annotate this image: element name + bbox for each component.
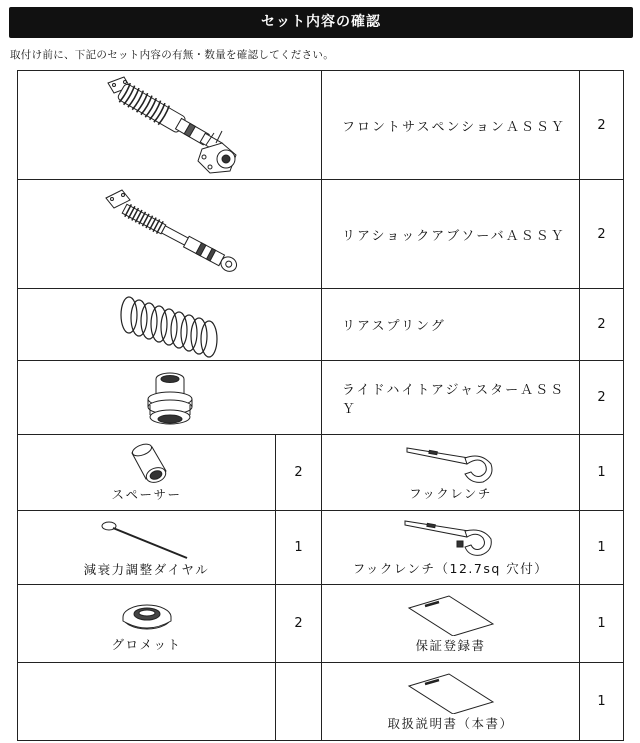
instruction-manual-icon: [403, 672, 499, 714]
item-name: 保証登録書: [415, 637, 486, 653]
spacer-icon: [122, 443, 172, 485]
intro-text: 取付け前に、下記のセット内容の有無・数量を確認してください。: [10, 49, 334, 61]
item-name: フロントサスペンションＡＳＳＹ: [322, 71, 580, 180]
item-image-cell: [18, 71, 322, 180]
item-name: 取扱説明書（本書）: [387, 715, 514, 731]
hook-wrench-icon: [403, 444, 499, 484]
item-cell: [322, 663, 580, 741]
item-name: リアショックアブソーバＡＳＳＹ: [322, 180, 580, 289]
table-row: [18, 585, 624, 663]
damping-dial-icon: [97, 518, 197, 560]
item-qty: 1: [580, 435, 624, 511]
item-cell: [322, 585, 580, 663]
item-qty: 2: [276, 585, 322, 663]
item-name: 減衰力調整ダイヤル: [83, 561, 210, 577]
item-cell: [322, 435, 580, 511]
table-row: [18, 71, 624, 180]
item-qty: 1: [580, 585, 624, 663]
item-name: ライドハイトアジャスターＡＳＳＹ: [322, 361, 580, 435]
table-row: [18, 361, 624, 435]
item-image-cell: [18, 361, 322, 435]
item-name: リアスプリング: [322, 289, 580, 361]
item-cell: [18, 511, 276, 585]
table-row: [18, 180, 624, 289]
item-qty: [276, 663, 322, 741]
item-cell: [18, 585, 276, 663]
table-row: [18, 289, 624, 361]
item-qty: 2: [580, 361, 624, 435]
warranty-card-icon: [403, 594, 499, 636]
table-row: [18, 435, 624, 511]
item-qty: 1: [276, 511, 322, 585]
item-image-cell: [18, 180, 322, 289]
item-qty: 2: [580, 180, 624, 289]
kit-contents-table: [17, 70, 624, 741]
empty-cell: [18, 663, 276, 741]
item-qty: 2: [276, 435, 322, 511]
item-cell: [322, 511, 580, 585]
table-row: [18, 663, 624, 741]
item-qty: 1: [580, 511, 624, 585]
item-name: フックレンチ（12.7sq 穴付）: [352, 560, 549, 576]
item-cell: [18, 435, 276, 511]
rear-spring-icon: [115, 291, 225, 359]
item-name: グロメット: [111, 636, 182, 652]
front-suspension-icon: [90, 73, 250, 178]
item-name: スペーサー: [111, 486, 182, 502]
ride-height-adjuster-icon: [140, 365, 200, 431]
rear-shock-absorber-icon: [90, 184, 250, 284]
item-name: フックレンチ: [409, 485, 492, 501]
section-title: セット内容の確認: [9, 7, 633, 38]
item-qty: 2: [580, 71, 624, 180]
table-row: [18, 511, 624, 585]
item-qty: 1: [580, 663, 624, 741]
item-image-cell: [18, 289, 322, 361]
item-qty: 2: [580, 289, 624, 361]
hook-wrench-with-hole-icon: [401, 519, 501, 559]
grommet-icon: [119, 595, 175, 635]
